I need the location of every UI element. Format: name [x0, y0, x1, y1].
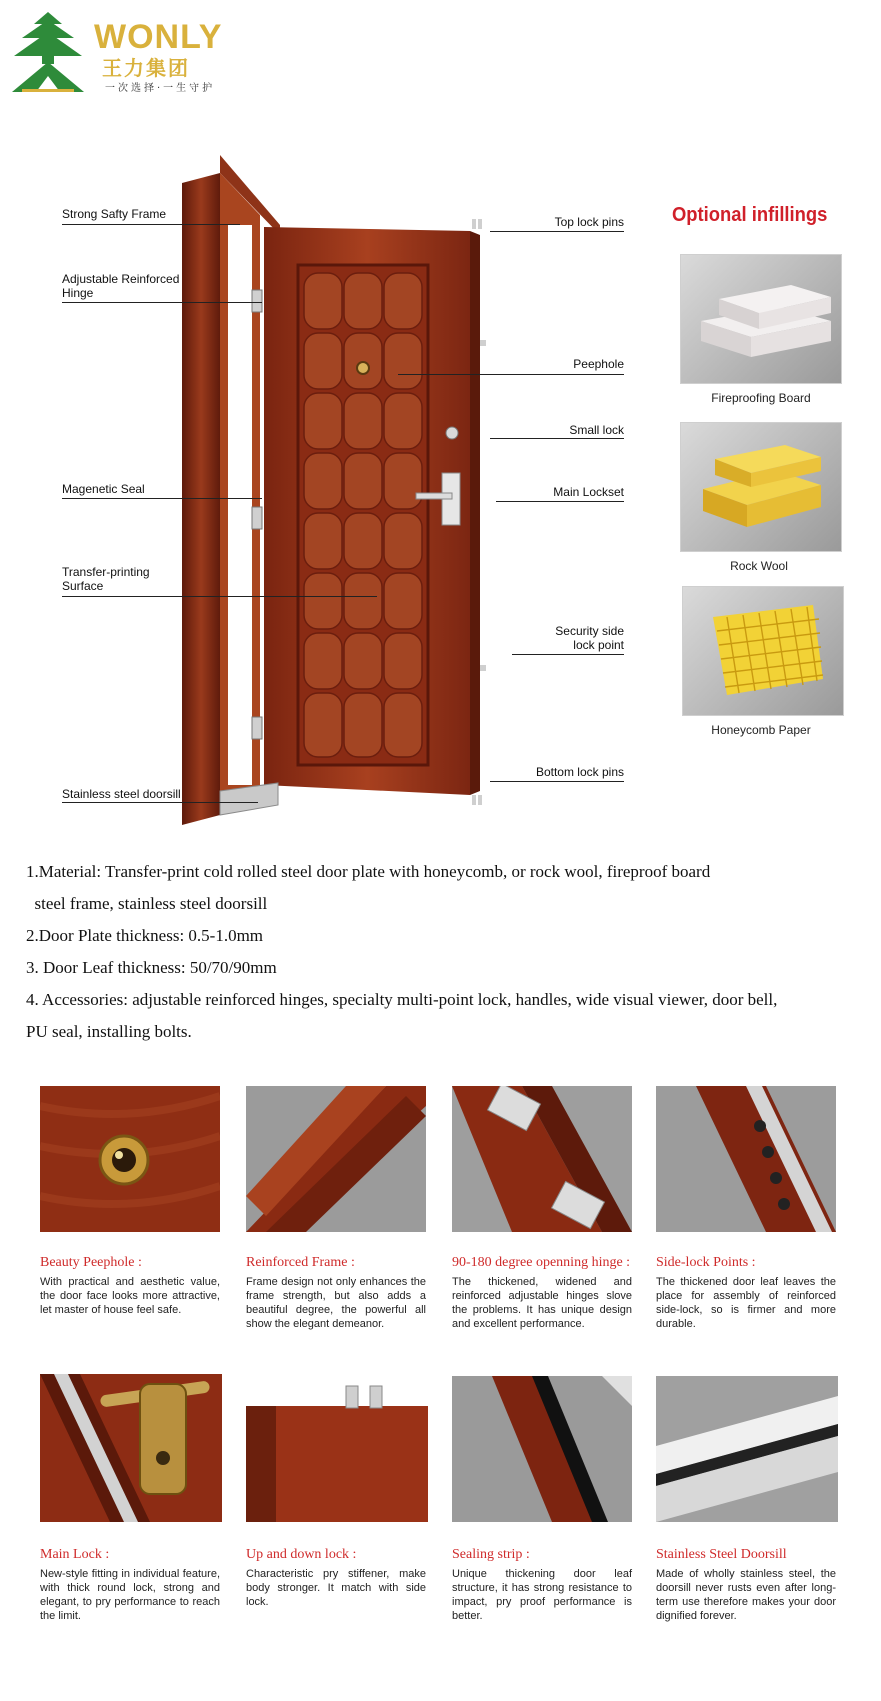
spec-accessories-continued: PU seal, installing bolts.	[26, 1022, 192, 1041]
callout-strong-frame: Strong Safty Frame	[62, 207, 167, 221]
brand-name: WONLY	[94, 18, 223, 56]
hinge-photo	[452, 1086, 632, 1232]
feature-desc-sealing-strip: Unique thickening door leaf structure, it has strong resistance to impact, pry proof performance is better.	[452, 1568, 632, 1622]
feature-title-sealing-strip: Sealing strip :	[452, 1547, 530, 1562]
callout-small-lock: Small lock	[569, 423, 624, 437]
reinforced-frame-photo	[246, 1086, 426, 1232]
callout-transfer-printing: Transfer-printing Surface	[62, 565, 150, 593]
callout-leader-line	[62, 224, 240, 225]
rock-wool-image	[680, 422, 842, 552]
feature-title-peephole: Beauty Peephole :	[40, 1255, 142, 1270]
feature-title-up-down-lock: Up and down lock :	[246, 1547, 357, 1562]
brand-logo	[8, 8, 248, 92]
callout-doorsill: Stainless steel doorsill	[62, 787, 181, 801]
feature-desc-frame: Frame design not only enhances the frame strength, but also adds a beautiful degree, the powerful all show the elegant demeanor.	[246, 1276, 426, 1330]
sealing-strip-photo	[452, 1376, 632, 1522]
callout-peephole: Peephole	[573, 357, 624, 371]
feature-desc-doorsill: Made of wholly stainless steel, the doorsill never rusts even after long-term use therefore makes your door dignified forever.	[656, 1568, 836, 1622]
up-down-lock-photo	[246, 1376, 428, 1522]
callout-leader-line	[490, 438, 624, 439]
feature-title-main-lock: Main Lock :	[40, 1547, 110, 1562]
optional-infillings-title: Optional infillings	[672, 204, 828, 226]
fireproofing-board-label: Fireproofing Board	[711, 391, 811, 405]
feature-title-side-lock: Side-lock Points :	[656, 1255, 756, 1270]
brand-chinese-name: 王力集团	[102, 56, 190, 80]
feature-title-frame: Reinforced Frame :	[246, 1255, 355, 1270]
callout-leader-line	[62, 302, 262, 303]
callout-magnetic-seal: Magenetic Seal	[62, 482, 145, 496]
callout-leader-line	[496, 501, 624, 502]
callout-leader-line	[512, 654, 624, 655]
feature-desc-up-down-lock: Characteristic pry stiffener, make body stronger. It match with side lock.	[246, 1568, 426, 1608]
feature-desc-side-lock: The thickened door leaf leaves the place for assembly of reinforced side-lock, so is firmer and more durable.	[656, 1276, 836, 1330]
callout-leader-line	[398, 374, 624, 375]
callout-leader-line	[62, 802, 258, 803]
honeycomb-paper-label: Honeycomb Paper	[711, 723, 811, 737]
main-lock-photo	[40, 1374, 222, 1522]
spec-leaf-thickness: 3. Door Leaf thickness: 50/70/90mm	[26, 958, 277, 977]
feature-title-hinge: 90-180 degree openning hinge :	[452, 1255, 631, 1270]
feature-desc-peephole: With practical and aesthetic value, the door face looks more attractive, let master of house feel safe.	[40, 1276, 220, 1316]
callout-leader-line	[490, 231, 624, 232]
pine-tree-icon	[8, 10, 90, 92]
honeycomb-paper-image	[682, 586, 844, 716]
callout-main-lockset: Main Lockset	[553, 485, 624, 499]
callout-leader-line	[490, 781, 624, 782]
security-door-illustration	[180, 155, 530, 825]
fireproofing-board-image	[680, 254, 842, 384]
feature-title-doorsill: Stainless Steel Doorsill	[656, 1547, 787, 1562]
callout-leader-line	[62, 596, 377, 597]
side-lock-photo	[656, 1086, 836, 1232]
spec-material-continued: steel frame, stainless steel doorsill	[26, 894, 268, 913]
feature-desc-hinge: The thickened, widened and reinforced adjustable hinges slove the problems. It has unique design and excellent performance.	[452, 1276, 632, 1330]
callout-side-lock-point: Security side lock point	[555, 624, 624, 652]
doorsill-photo	[656, 1376, 838, 1522]
spec-material: 1.Material: Transfer-print cold rolled steel door plate with honeycomb, or rock wool, fireproof board	[26, 862, 711, 881]
callout-leader-line	[62, 498, 262, 499]
spec-plate-thickness: 2.Door Plate thickness: 0.5-1.0mm	[26, 926, 264, 945]
feature-desc-main-lock: New-style fitting in individual feature, with thick round lock, strong and elegant, to pry performance to reach the limit.	[40, 1568, 220, 1622]
callout-bottom-lock-pins: Bottom lock pins	[535, 765, 624, 779]
rock-wool-label: Rock Wool	[730, 559, 788, 573]
callout-top-lock-pins: Top lock pins	[554, 215, 624, 229]
spec-accessories: 4. Accessories: adjustable reinforced hinges, specialty multi-point lock, handles, wide visual viewer, door bell,	[26, 990, 778, 1009]
brand-slogan: 一次选择·一生守护	[105, 83, 216, 94]
peephole-photo	[40, 1086, 220, 1232]
callout-adjustable-hinge: Adjustable Reinforced Hinge	[62, 272, 180, 300]
